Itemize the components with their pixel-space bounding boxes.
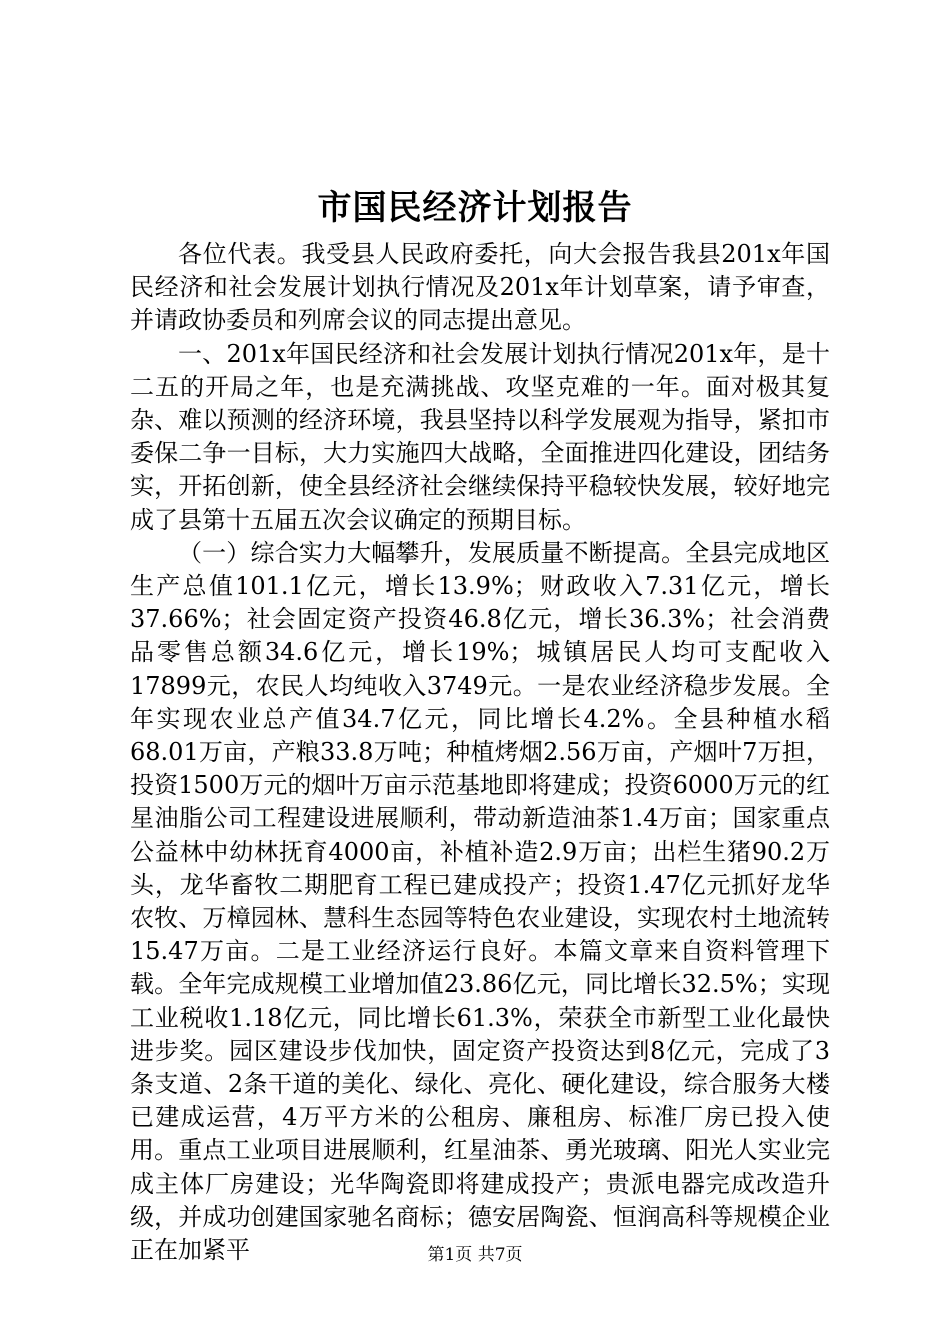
paragraph-section-one: 一、201x年国民经济和社会发展计划执行情况201x年，是十二五的开局之年，也是充满挑战、攻坚克难的一年。面对极其复杂、难以预测的经济环境，我县坚持以科学发展观为指导，紧扣市委保二争一目标，大力实施四大战略，全面推进四化建设，团结务实，开拓创新，使全县经济社会继续保持平稳较快发展，较好地完成了县第十五届五次会议确定的预期目标。 bbox=[130, 339, 830, 534]
document-title: 市国民经济计划报告 bbox=[317, 188, 633, 228]
page-number-footer: 第1页 共7页 bbox=[427, 1245, 523, 1265]
document-body bbox=[130, 238, 830, 1267]
paragraph-intro: 各位代表。我受县人民政府委托，向大会报告我县201x年国民经济和社会发展计划执行情况及201x年计划草案，请予审查，并请政协委员和列席会议的同志提出意见。 bbox=[130, 240, 830, 335]
paragraph-subsection-one: （一）综合实力大幅攀升，发展质量不断提高。全县完成地区生产总值101.1亿元，增长13.9%；财政收入7.31亿元，增长37.66%；社会固定资产投资46.8亿元，增长36.3%；社会消费品零售总额34.6亿元，增长19%；城镇居民人均可支配收入17899元，农民人均纯收入3749元。一是农业经济稳步发展。全年实现农业总产值34.7亿元，同比增长4.2%。全县种植水稻68.01万亩，产粮33.8万吨；种植烤烟2.56万亩，产烟叶7万担，投资1500万元的烟叶万亩示范基地即将建成；投资6000万元的红星油脂公司工程建设进展顺利，带动新造油茶1.4万亩；国家重点公益林中幼林抚育4000亩，补植补造2.9万亩；出栏生猪90.2万头，龙华畜牧二期肥育工程已建成投产；投资1.47亿元抓好龙华农牧、万樟园林、慧科生态园等特色农业建设，实现农村土地流转15.47万亩。二是工业经济运行良好。本篇文章来自资料管理下载。全年完成规模工业增加值23.86亿元，同比增长32.5%；实现工业税收1.18亿元，同比增长61.3%，荣获全市新型工业化最快进步奖。园区建设步伐加快，固定资产投资达到8亿元，完成了3条支道、2条干道的美化、绿化、亮化、硬化建设，综合服务大楼已建成运营，4万平方米的公租房、廉租房、标准厂房已投入使用。重点工业项目进展顺利，红星油茶、勇光玻璃、阳光人实业完成主体厂房建设；光华陶瓷即将建成投产；贵派电器完成改造升级，并成功创建国家驰名商标；德安居陶瓷、恒润高科等规模企业正在加紧平 bbox=[130, 538, 830, 1265]
